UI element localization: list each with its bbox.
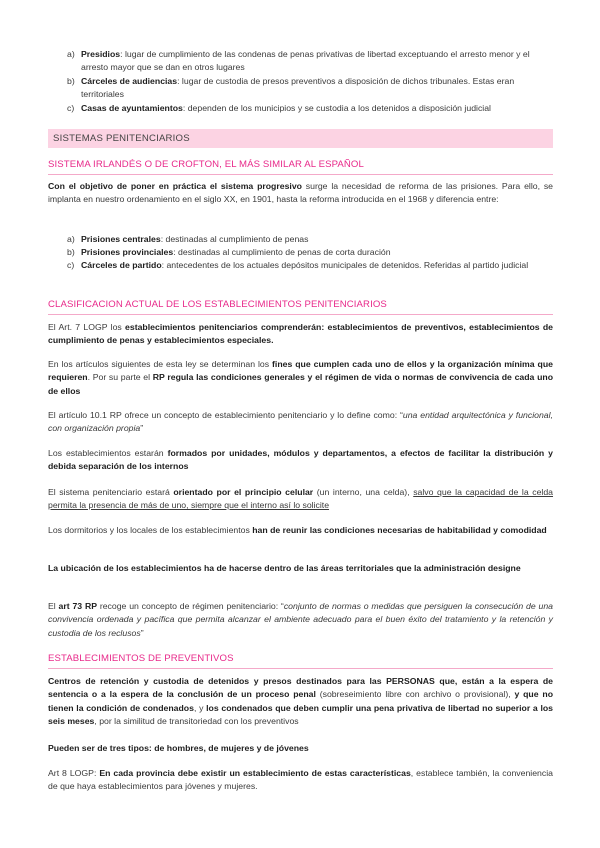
section-heading-crofton: SISTEMA IRLANDÉS O DE CROFTON, EL MÁS SIMILAR AL ESPAÑOL xyxy=(48,159,553,175)
paragraph-celular: El sistema penitenciario estará orientado por el principio celular (un interno, una celda), salvo que la capacidad de la celda permita la presencia de más de uno, siempre que el interno así lo solicite xyxy=(48,487,554,511)
list-item: b) Prisiones provinciales: destinadas al cumplimiento de penas de corta duración xyxy=(48,246,553,259)
term: Casas de ayuntamientos xyxy=(81,103,183,113)
term: Prisiones centrales xyxy=(81,234,161,244)
definition: : lugar de cumplimiento de las condenas de penas privativas de libertad exceptuando el arresto menor y el arresto mayor que se dan en otros lugares xyxy=(81,49,530,72)
definition: : dependen de los municipios y se custodia a los detenidos a disposición judicial xyxy=(182,103,491,113)
paragraph-tipos: Pueden ser de tres tipos: de hombres, de mujeres y de jóvenes xyxy=(48,743,309,753)
list-marker: a) xyxy=(67,234,75,244)
list-item: a) Prisiones centrales: destinadas al cumplimiento de penas xyxy=(48,233,553,246)
term: Presidios xyxy=(81,49,121,59)
crofton-intro: Con el objetivo de poner en práctica el sistema progresivo surge la necesidad de reforma de las prisiones. Para ello, se implanta en nuestro ordenamiento en el siglo XX, en 1901, hasta la reforma introducida en el 1968 y diferencia entre: xyxy=(48,181,553,205)
prison-types-list xyxy=(48,48,553,115)
term: Cárceles de audiencias xyxy=(81,76,178,86)
section-heading-classification: CLASIFICACION ACTUAL DE LOS ESTABLECIMIENTOS PENITENCIARIOS xyxy=(48,299,553,315)
crofton-list xyxy=(48,233,553,272)
paragraph-modules: Los establecimientos estarán formados por unidades, módulos y departamentos, a efectos de facilitar la distribución y debida separación de los internos xyxy=(48,448,554,472)
list-item xyxy=(48,102,553,115)
list-item xyxy=(48,75,553,101)
intro-bold: Con el objetivo de poner en práctica el sistema progresivo xyxy=(48,181,302,191)
list-marker: c) xyxy=(67,260,75,270)
list-item xyxy=(48,48,553,74)
definition: : lugar de custodia de presos preventivos a disposición de dichos tribunales. Estas eran territoriales xyxy=(81,76,515,99)
term: Prisiones provinciales xyxy=(81,247,174,257)
paragraph-art7: El Art. 7 LOGP los establecimientos penitenciarios comprenderán: establecimientos de preventivos, establecimientos de cumplimiento de penas y establecimientos especiales. xyxy=(48,322,554,346)
list-marker: c) xyxy=(67,103,75,113)
term: Cárceles de partido xyxy=(81,260,162,270)
paragraph-fines: En los artículos siguientes de esta ley se determinan los fines que cumplen cada uno de ellos y la organización mínima que requieren. Por su parte el RP regula las condiciones generales y el régimen de vida o normas de convivencia de cada uno de ellos xyxy=(48,359,553,396)
paragraph-dormitorios: Los dormitorios y los locales de los establecimientos han de reunir las condiciones necesarias de habitabilidad y comodidad xyxy=(48,525,547,535)
list-marker: b) xyxy=(67,247,75,257)
list-item: c) Cárceles de partido: antecedentes de los actuales depósitos municipales de detenidos. Referidas al partido judicial xyxy=(48,259,553,272)
paragraph-ubicacion: La ubicación de los establecimientos ha de hacerse dentro de las áreas territoriales que la administración designe xyxy=(48,563,521,573)
section-band-title: SISTEMAS PENITENCIARIOS xyxy=(48,129,553,148)
paragraph-art73: El art 73 RP recoge un concepto de régimen penitenciario: “conjunto de normas o medidas que persiguen la consecución de una convivencia ordenada y pacífica que permita alcanzar el ambiente adecuado para el buen éxito del tratamiento y la retención y custodia de los reclusos” xyxy=(48,601,553,638)
paragraph-art10: El artículo 10.1 RP ofrece un concepto de establecimiento penitenciario y lo define como: “una entidad arquitectónica y funcional, con organización propia” xyxy=(48,410,553,434)
list-marker: b) xyxy=(67,76,75,86)
paragraph-art8: Art 8 LOGP: En cada provincia debe existir un establecimiento de estas características, establece también, la conveniencia de que haya establecimientos para jóvenes y mujeres. xyxy=(48,768,553,792)
list-marker: a) xyxy=(67,49,75,59)
paragraph-centros: Centros de retención y custodia de detenidos y presos destinados para las PERSONAS que, están a la espera de sentencia o a la espera de la conclusión de un proceso penal (sobreseimiento libre con archivo o provisional), y que no tienen la condición de condenados, y los condenados que deben cumplir una pena privativa de libertad no superior a los seis meses, por la similitud de transitoriedad con los preventivos xyxy=(48,676,554,726)
section-heading-preventivos: ESTABLECIMIENTOS DE PREVENTIVOS xyxy=(48,653,553,669)
